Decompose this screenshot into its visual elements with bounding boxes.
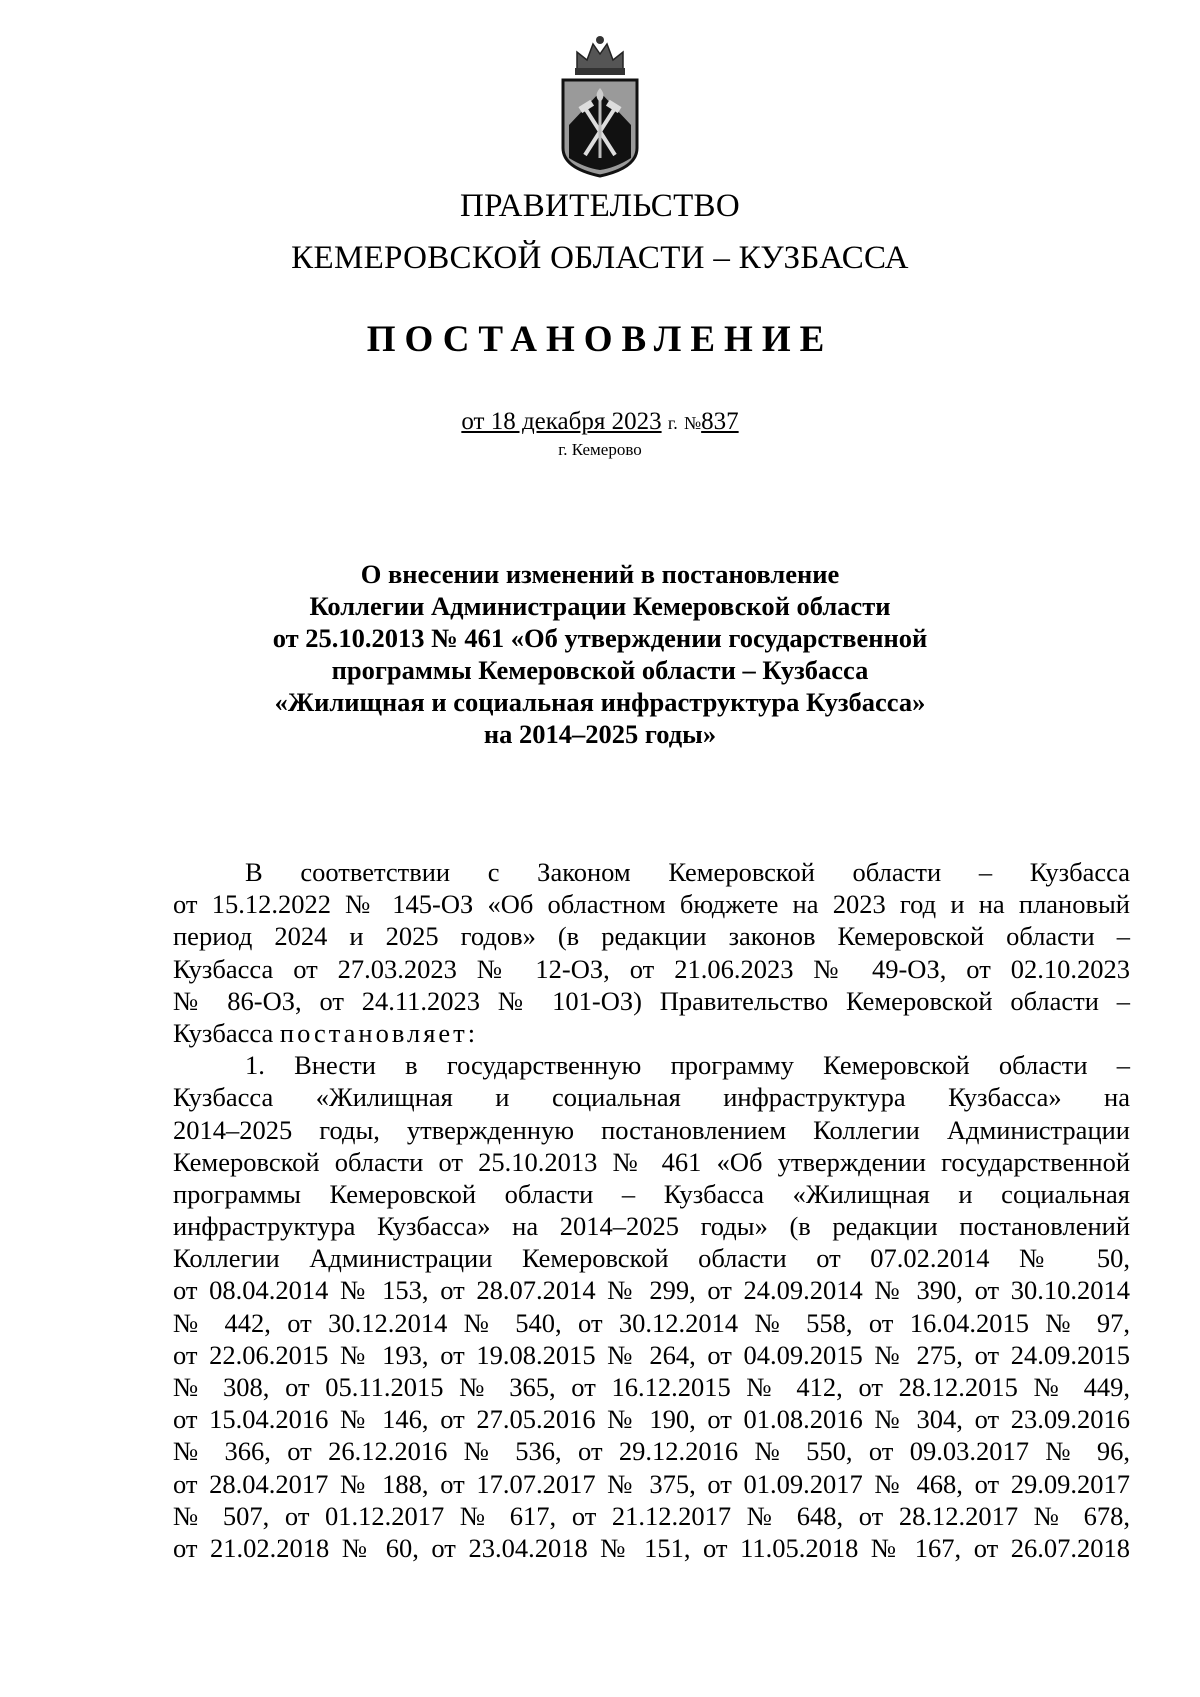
document-body <box>173 856 1130 1564</box>
body-line: № 507, от 01.12.2017 № 617, от 21.12.2017 № 648, от 28.12.2017 № 678, <box>173 1500 1130 1531</box>
body-line: № 442, от 30.12.2014 № 540, от 30.12.2014 № 558, от 16.04.2015 № 97, <box>173 1307 1130 1338</box>
coat-of-arms-icon <box>555 30 645 180</box>
body-line: инфраструктура Кузбасса» на 2014–2025 годы» (в редакции постановлений <box>173 1211 1130 1242</box>
date-number-line <box>0 408 1200 436</box>
title-line: О внесении изменений в постановление <box>360 559 840 589</box>
body-line: 2014–2025 годы, утвержденную постановлением Коллегии Администрации <box>173 1114 1130 1145</box>
title-line: «Жилищная и социальная инфраструктура Кузбасса» <box>274 687 926 717</box>
title-line: от 25.10.2013 № 461 «Об утверждении государственной <box>272 623 928 653</box>
body-line: № 308, от 05.11.2015 № 365, от 16.12.2015 № 412, от 28.12.2015 № 449, <box>173 1372 1130 1402</box>
body-line: от 15.04.2016 № 146, от 27.05.2016 № 190, от 01.08.2016 № 304, от 23.09.2016 <box>173 1404 1130 1435</box>
document-type: ПОСТАНОВЛЕНИЕ <box>366 319 834 360</box>
document-date: от 18 декабря 2023 <box>461 408 662 435</box>
body-line <box>173 1017 1130 1049</box>
body-line: от 08.04.2014 № 153, от 28.07.2014 № 299, от 24.09.2014 № 390, от 30.10.2014 <box>173 1275 1130 1306</box>
body-line: период 2024 и 2025 годов» (в редакции законов Кемеровской области – <box>173 921 1130 952</box>
body-line: Коллегии Администрации Кемеровской области от 07.02.2014 № 50, <box>173 1243 1130 1274</box>
body-line: от 21.02.2018 № 60, от 23.04.2018 № 151, от 11.05.2018 № 167, от 26.07.2018 <box>173 1532 1130 1563</box>
title-line: Коллегии Администрации Кемеровской области <box>309 591 891 621</box>
year-abbrev: г. <box>667 413 678 433</box>
body-line: Кемеровской области от 25.10.2013 № 461 «Об утверждении государственной <box>173 1146 1130 1177</box>
body-line: программы Кемеровской области – Кузбасса «Жилищная и социальная <box>173 1178 1130 1209</box>
body-line: № 86-ОЗ, от 24.11.2023 № 101-ОЗ) Правительство Кемеровской области – <box>173 985 1130 1016</box>
city: г. Кемерово <box>558 440 642 459</box>
title-line: программы Кемеровской области – Кузбасса <box>331 655 869 685</box>
body-line: Кузбасса от 27.03.2023 № 12-ОЗ, от 21.06.2023 № 49-ОЗ, от 02.10.2023 <box>173 953 1130 984</box>
body-line: от 22.06.2015 № 193, от 19.08.2015 № 264, от 04.09.2015 № 275, от 24.09.2015 <box>173 1339 1130 1370</box>
body-line: № 366, от 26.12.2016 № 536, от 29.12.2016 № 550, от 09.03.2017 № 96, <box>173 1436 1130 1467</box>
body-line: В соответствии с Законом Кемеровской области – Кузбасса <box>245 857 1130 887</box>
body-line: Кузбасса «Жилищная и социальная инфраструктура Кузбасса» на <box>173 1082 1130 1113</box>
number-sign: № <box>683 413 702 433</box>
government-name-line1: ПРАВИТЕЛЬСТВО <box>460 188 740 224</box>
body-line: от 28.04.2017 № 188, от 17.07.2017 № 375, от 01.09.2017 № 468, от 29.09.2017 <box>173 1468 1130 1499</box>
body-line: 1. Внести в государственную программу Кемеровской области – <box>245 1050 1130 1081</box>
document-number: 837 <box>701 408 739 435</box>
resolves-word: постановляет: <box>279 1017 479 1048</box>
body-line: от 15.12.2022 № 145-ОЗ «Об областном бюджете на 2023 год и на плановый <box>173 889 1130 920</box>
title-line: на 2014–2025 годы» <box>483 719 717 749</box>
document-title <box>0 558 1200 750</box>
government-name-line2: КЕМЕРОВСКОЙ ОБЛАСТИ – КУЗБАССА <box>291 240 909 276</box>
body-line-text: Кузбасса <box>173 1017 274 1048</box>
